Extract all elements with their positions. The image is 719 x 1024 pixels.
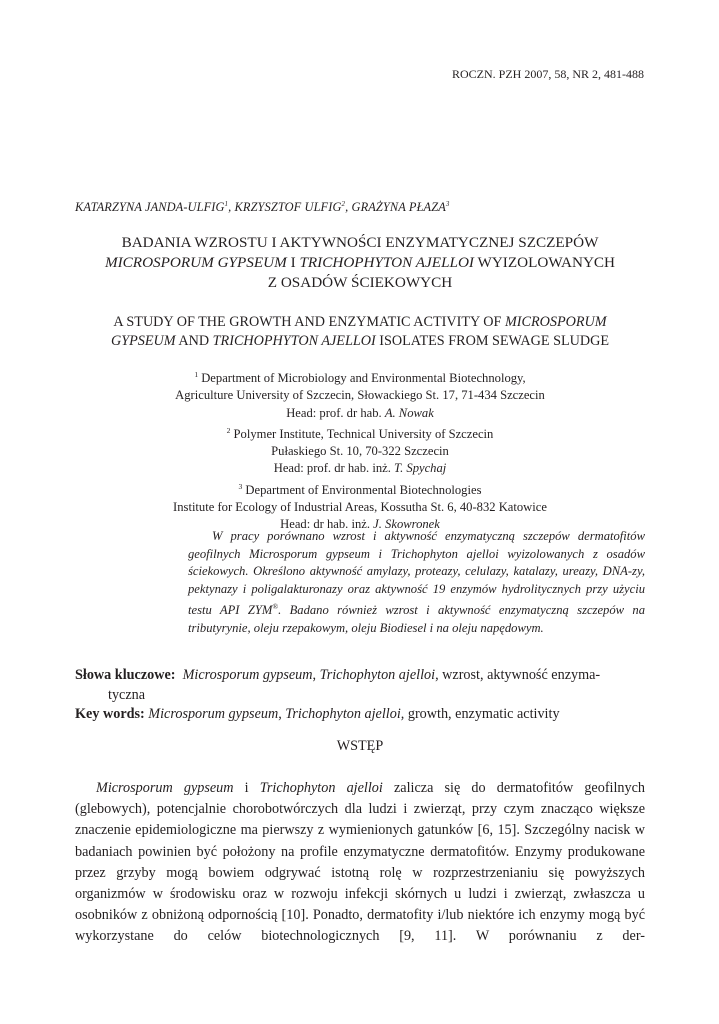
species-2: TRICHOPHYTON AJELLOI <box>212 333 376 349</box>
keywords-english <box>75 704 645 724</box>
affil-2-marker: 2 <box>226 425 231 435</box>
head-label: Head: prof. dr hab. inż. <box>273 461 395 476</box>
kw-rest: , wzrost, aktywność enzyma- <box>435 667 601 683</box>
title-en-text: A STUDY OF THE GROWTH AND ENZYMATIC ACTIVITY OF <box>113 314 505 330</box>
keywords-pl-line <box>75 665 645 685</box>
species-1: MICROSPORUM GYPSEUM <box>104 254 287 271</box>
head-name: T. Spychaj <box>394 461 447 476</box>
affil-2-head <box>75 460 645 477</box>
conj: I <box>286 254 300 271</box>
body-rest: zalicza się do dermatofitów geofilnych (glebowych), potencjalnie chorobotwórczych dla ludzi i zwierząt, przy czym znacząco większe znaczenie epidemiologiczne ma pierwszy z wymienionych gatunków [6, 15]. Szczególny nacisk w badaniach powinien być położony na profile enzymatyczne dermatofitów. Enzymy produkowane przez grzyby mogą bowiem odgrywać istotną rolę w rozprzestrzenianiu się powyższych organizmów w środowisku oraz w rozwoju infekcji skórnych u ludzi i zwierząt, zwłaszcza u osobników z obniżoną odpornością [10]. Ponadto, dermatofity i/lub niektóre ich enzymy mogą być wykorzystane do celów biotechnologicznych [9, 11]. W porównaniu z der- <box>75 780 646 945</box>
head-label: Head: prof. dr hab. <box>286 405 385 420</box>
body-paragraph <box>75 778 645 948</box>
body-species-1: Microsporum gypseum <box>96 780 234 796</box>
title-polish <box>75 233 645 293</box>
title-en-line-2 <box>75 332 645 351</box>
registered-mark: ® <box>272 602 279 612</box>
keywords-pl-label: Słowa kluczowe: <box>75 667 176 683</box>
abstract <box>188 528 645 638</box>
keywords-polish <box>75 665 645 705</box>
affil-1-line-1 <box>75 366 645 387</box>
section-heading: WSTĘP <box>336 738 384 754</box>
affil-2-line-2: Pułaskiego St. 10, 70-322 Szczecin <box>271 444 449 459</box>
author-1: KATARZYNA JANDA-ULFIG <box>75 200 225 215</box>
body-text <box>75 778 645 948</box>
affil-1-marker: 1 <box>194 370 199 379</box>
title-pl-line-1: BADANIA WZROSTU I AKTYWNOŚCI ENZYMATYCZNEJ SZCZEPÓW <box>121 234 599 251</box>
affil-1-dept: Department of Microbiology and Environmental Biotechnology, <box>198 371 526 386</box>
affil-2-dept: Polymer Institute, Technical University of Szczecin <box>230 426 494 441</box>
species-genus: MICROSPORUM <box>504 314 607 330</box>
kw-species-1: Microsporum gypseum <box>148 706 279 722</box>
author-list <box>75 200 450 215</box>
title-en-line-1 <box>75 313 645 332</box>
affiliations <box>75 366 645 533</box>
keywords-en-label: Key words: <box>75 706 145 722</box>
affil-3-line-1 <box>75 478 645 499</box>
kw-rest: growth, enzymatic activity <box>404 706 560 722</box>
author-1-affil: 1 <box>224 200 229 208</box>
sep: , <box>312 667 320 683</box>
head-label: Head: dr hab. inż. <box>280 517 374 532</box>
affil-2-line-1 <box>75 422 645 443</box>
sep: , <box>278 706 286 722</box>
affil-3-marker: 3 <box>238 481 243 491</box>
author-3: , GRAŻYNA PŁAZA <box>345 200 446 215</box>
kw-species-2: Trichophyton ajelloi, <box>285 706 405 722</box>
author-3-affil: 3 <box>445 200 450 208</box>
author-2: , KRZYSZTOF ULFIG <box>228 200 342 215</box>
body-species-2: Trichophyton ajelloi <box>259 780 383 796</box>
affil-1-line-2: Agriculture University of Szczecin, Słowackiego St. 17, 71-434 Szczecin <box>175 388 545 403</box>
head-name: A. Nowak <box>384 405 434 420</box>
title-english <box>75 313 645 351</box>
affil-1-head <box>75 405 645 422</box>
title-pl-line-3: Z OSADÓW ŚCIEKOWYCH <box>267 274 453 291</box>
keywords-pl-continuation: tyczna <box>108 687 146 703</box>
journal-citation: ROCZN. PZH 2007, 58, NR 2, 481-488 <box>451 67 644 81</box>
kw-species-1: Microsporum gypseum <box>182 667 313 683</box>
species-2: TRICHOPHYTON AJELLOI <box>299 254 474 271</box>
title-pl-line-2 <box>75 253 645 273</box>
affil-3-dept: Department of Environmental Biotechnologies <box>242 482 482 497</box>
affil-3-line-2: Institute for Ecology of Industrial Areas, Kossutha St. 6, 40-832 Katowice <box>173 499 547 514</box>
title-pl-rest: WYIZOLOWANYCH <box>473 254 616 271</box>
conj: AND <box>175 333 213 349</box>
kw-species-2: Trichophyton ajelloi <box>319 667 436 683</box>
abstract-paragraph <box>188 528 645 638</box>
author-2-affil: 2 <box>341 200 346 208</box>
species-epithet: GYPSEUM <box>110 333 176 349</box>
head-name: J. Skowronek <box>373 517 440 532</box>
abstract-part-1: W pracy porównano wzrost i aktywność enzymatyczną szczepów dermatofitów geofilnych Microsporum gypseum i Trichophyton ajelloi wyizolowanych z osadów ściekowych. Określono aktywność amylazy, proteazy, celulazy, katalazy, ureazy, DNA-zy, pektynazy i poligalakturonazy oraz aktywność 19 enzymów hydrolitycznych przy użyciu testu API ZYM <box>188 529 645 618</box>
title-en-rest: ISOLATES FROM SEWAGE SLUDGE <box>375 333 610 349</box>
conj: i <box>233 780 260 796</box>
abstract-part-2: . Badano również wzrost i aktywność enzymatyczną szczepów na tributyrynie, oleju rzepakowym, oleju Biodiesel i na oleju napędowym. <box>188 603 646 636</box>
